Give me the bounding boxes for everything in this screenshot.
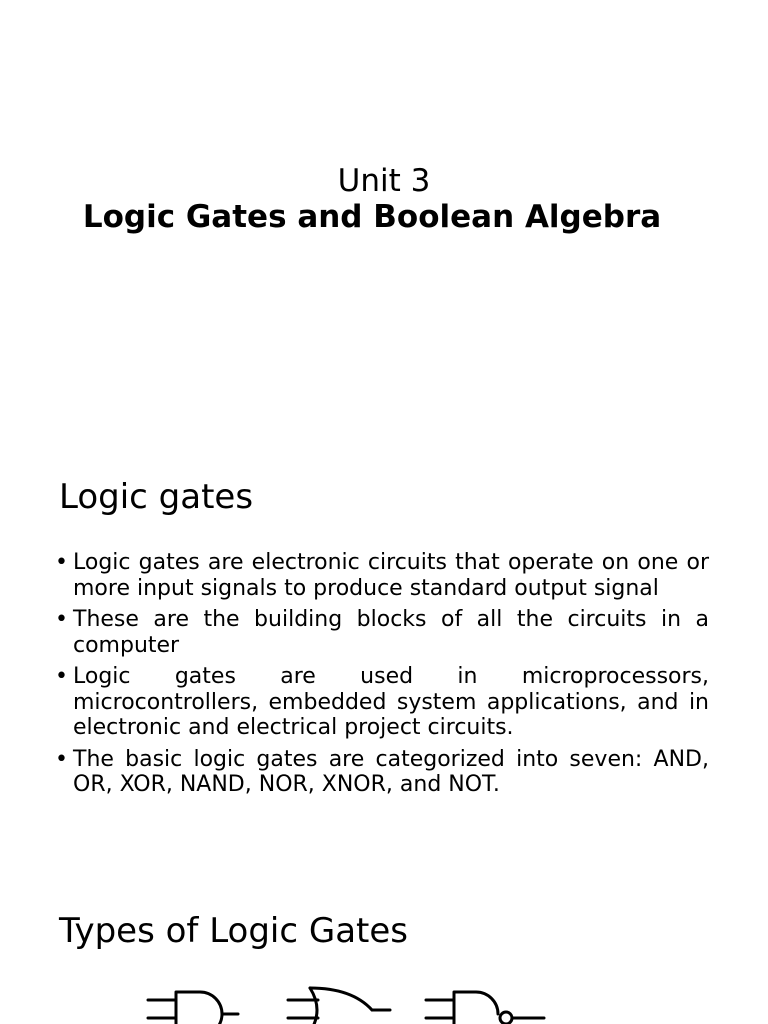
bullet-icon: • xyxy=(55,664,68,689)
or-gate-icon xyxy=(288,988,390,1024)
bullet-list xyxy=(55,550,709,804)
slide-heading: Types of Logic Gates xyxy=(59,911,409,951)
types-of-gates-slide xyxy=(0,880,768,1024)
bullet-text: These are the building blocks of all the circuits in a computer xyxy=(73,607,709,658)
slide-title: Logic Gates and Boolean Algebra xyxy=(82,199,662,235)
title-slide xyxy=(0,0,768,440)
gate-symbols xyxy=(140,984,560,1024)
bullet-text: Logic gates are electronic circuits that operate on one or more input signals to produce standard output signal xyxy=(73,550,709,601)
bullet-item xyxy=(55,664,709,741)
bullet-icon: • xyxy=(55,607,68,632)
bullet-text: Logic gates are used in microprocessors, microcontrollers, embedded system applications, and in electronic and electrical project circuits. xyxy=(73,664,709,740)
bullet-text: The basic logic gates are categorized into seven: AND, OR, XOR, NAND, NOR, XNOR, and NOT. xyxy=(73,746,709,797)
bullet-item xyxy=(55,747,709,798)
unit-label: Unit 3 xyxy=(337,163,431,199)
slide-heading: Logic gates xyxy=(59,477,254,517)
bullet-icon: • xyxy=(55,746,68,772)
bullet-item xyxy=(55,550,709,601)
logic-gates-slide xyxy=(0,440,768,880)
bullet-icon: • xyxy=(55,550,68,575)
bullet-item xyxy=(55,607,709,658)
nand-gate-icon xyxy=(426,992,544,1024)
and-gate-icon xyxy=(148,992,238,1024)
